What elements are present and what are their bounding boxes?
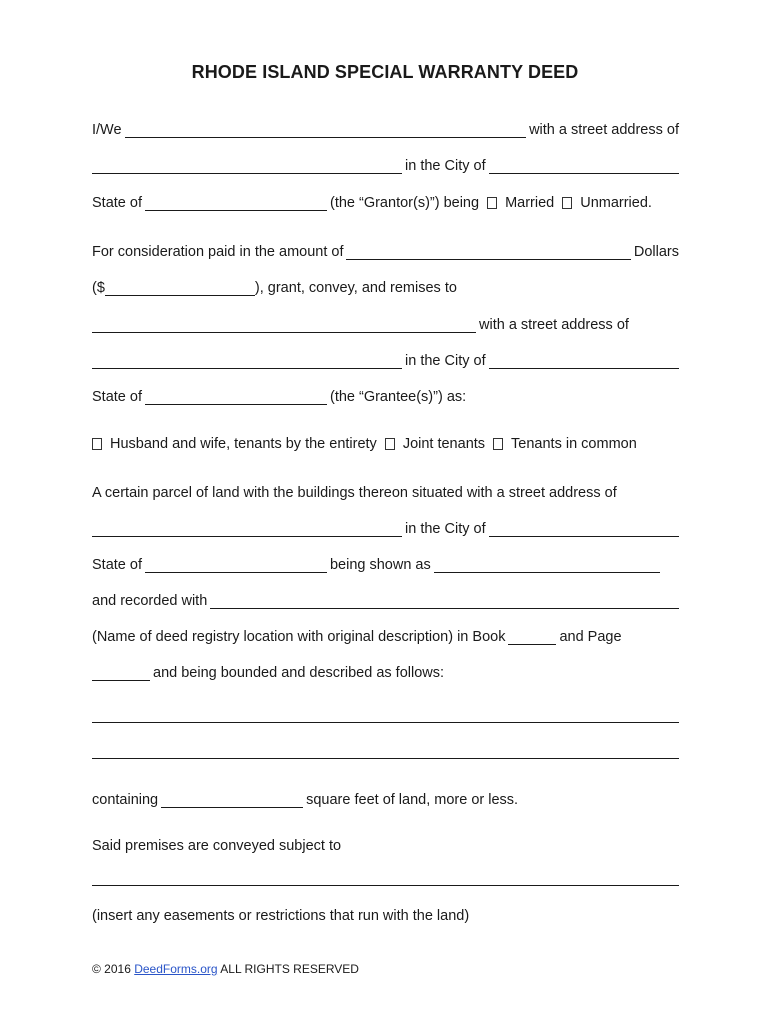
tenants-in-common-checkbox[interactable] [493,438,503,450]
grantor-name-field[interactable] [125,121,527,138]
consideration-words-field[interactable] [346,243,630,260]
label-unmarried: Unmarried. [580,195,652,211]
grantee-state-line [92,385,679,405]
copyright-suffix: ALL RIGHTS RESERVED [217,962,359,976]
parcel-intro-line [92,481,679,501]
label-street-address-2: with a street address of [479,317,629,333]
consideration-amount-field[interactable] [105,279,255,296]
easements-note-line [92,904,679,924]
label-subject-to: Said premises are conveyed subject to [92,838,342,854]
label-dollars: Dollars [633,244,679,260]
tenancy-options-line [92,432,679,452]
label-state-2: State of [92,389,142,405]
label-married: Married [505,195,555,211]
label-city: in the City of [405,158,486,174]
square-feet-field[interactable] [161,791,303,808]
label-state: State of [92,195,142,211]
married-checkbox[interactable] [487,197,497,209]
label-i-we: I/We [92,122,122,138]
label-dollar-open: ($ [92,280,105,296]
label-joint-tenants: Joint tenants [402,436,486,452]
label-containing: containing [92,792,159,808]
entirety-checkbox[interactable] [92,438,102,450]
label-grantee-as: (the “Grantee(s)”) as: [329,389,467,405]
containing-line [92,788,679,808]
grantor-address-line [92,154,679,174]
grantee-state-field[interactable] [145,388,327,405]
label-city-3: in the City of [405,521,486,537]
shown-as-field[interactable] [434,556,660,573]
label-consideration: For consideration paid in the amount of [92,244,344,260]
label-grantor-being: (the “Grantor(s)”) being [329,195,480,211]
grantor-state-field[interactable] [145,194,327,211]
label-recorded-with: and recorded with [92,593,208,609]
description-line-1[interactable] [92,722,679,723]
subject-to-line [92,834,679,854]
page-field[interactable] [92,664,150,681]
grantee-name-field[interactable] [92,316,476,333]
deedforms-link[interactable]: DeedForms.org [134,962,218,976]
parcel-state-field[interactable] [145,556,327,573]
grantee-address-line [92,349,679,369]
book-page-line [92,625,679,645]
consideration-amount-line [92,276,679,296]
description-line-2[interactable] [92,758,679,759]
copyright-prefix: © 2016 [92,962,135,976]
consideration-line [92,240,679,260]
grantee-city-field[interactable] [489,352,679,369]
parcel-state-line [92,553,679,573]
grantor-street-field[interactable] [92,157,402,174]
label-city-2: in the City of [405,353,486,369]
label-easements-note: (insert any easements or restrictions that run with the land) [92,908,470,924]
parcel-address-line [92,517,679,537]
label-grant-convey: ), grant, convey, and remises to [254,280,457,296]
grantor-state-line [92,191,679,211]
grantee-name-line [92,313,679,333]
bounded-line [92,661,679,681]
grantee-street-field[interactable] [92,352,402,369]
unmarried-checkbox[interactable] [562,197,572,209]
joint-tenants-checkbox[interactable] [385,438,395,450]
recorded-with-line [92,589,679,609]
label-state-3: State of [92,557,142,573]
label-book: (Name of deed registry location with original description) in Book [92,629,506,645]
label-square-feet: square feet of land, more or less. [306,792,519,808]
label-bounded: and being bounded and described as follows: [153,665,445,681]
label-shown-as: being shown as [329,557,431,573]
recorded-with-field[interactable] [210,592,679,609]
parcel-city-field[interactable] [489,520,679,537]
page-title: RHODE ISLAND SPECIAL WARRANTY DEED [191,62,579,82]
grantor-city-field[interactable] [489,157,679,174]
book-field[interactable] [508,628,556,645]
grantor-name-line [92,118,679,138]
parcel-street-field[interactable] [92,520,402,537]
easements-line[interactable] [92,885,679,886]
label-tenants-in-common: Tenants in common [511,436,637,452]
copyright-footer [92,962,359,976]
label-entirety: Husband and wife, tenants by the entirety [110,436,377,452]
label-and-page: and Page [559,629,622,645]
label-street-address: with a street address of [529,122,679,138]
label-parcel: A certain parcel of land with the buildings thereon situated with a street address of [92,485,617,501]
